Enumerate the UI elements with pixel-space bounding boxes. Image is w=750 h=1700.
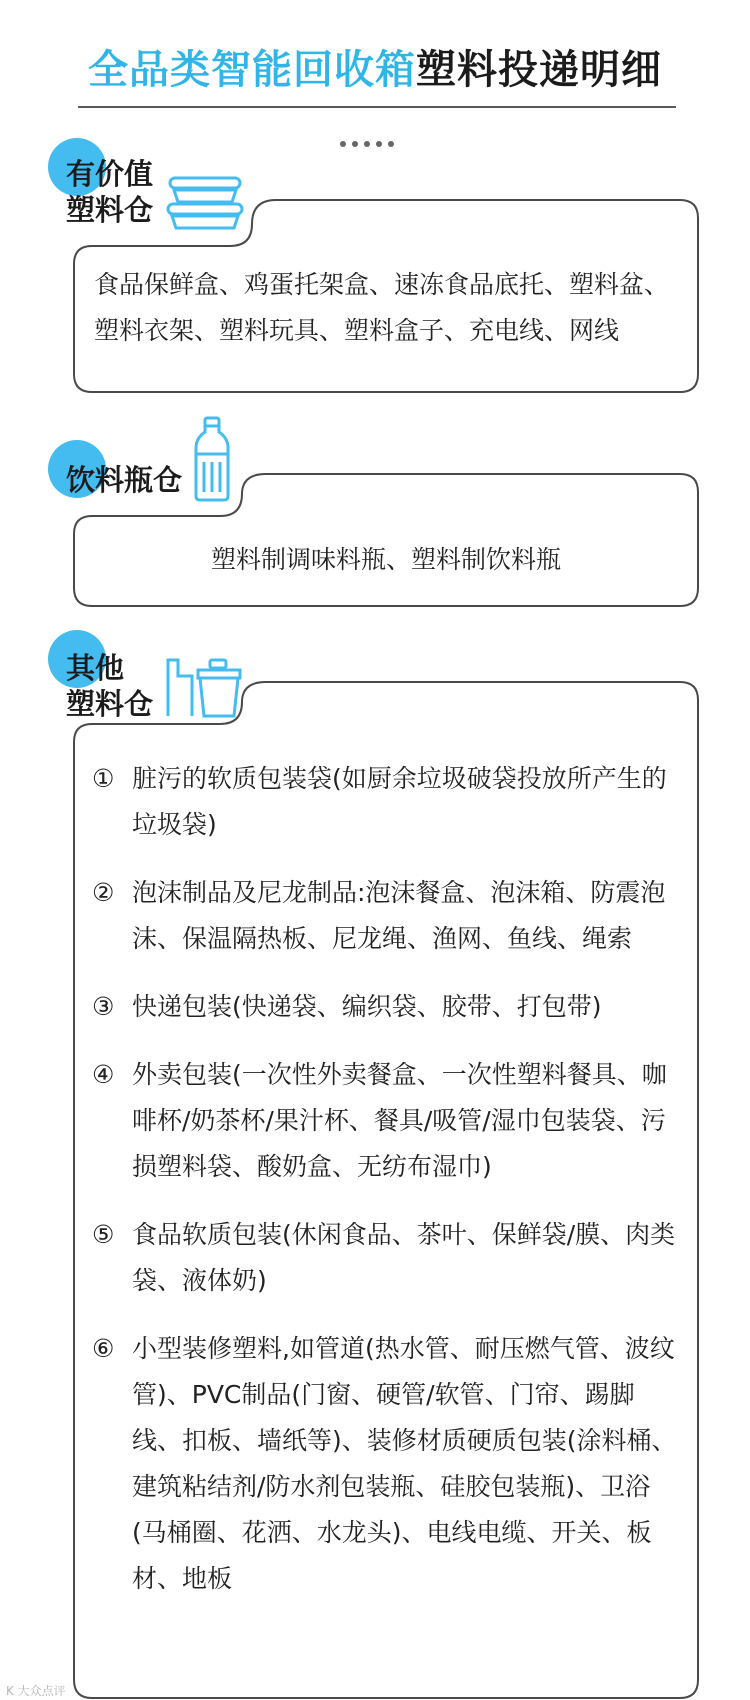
item-number: ①	[92, 764, 115, 793]
item-text: 泡沫制品及尼龙制品:泡沫餐盒、泡沫箱、防震泡沫、保温隔热板、尼龙绳、渔网、鱼线、绳索	[132, 878, 666, 953]
item-text: 食品软质包装(休闲食品、茶叶、保鲜袋/膜、肉类袋、液体奶)	[132, 1220, 676, 1295]
title-rest: 塑料投递明细	[416, 47, 662, 93]
item-number: ⑤	[92, 1220, 115, 1249]
item-text: 脏污的软质包装袋(如厨余垃圾破袋投放所产生的垃圾袋)	[132, 764, 667, 839]
item-text: 快递包装(快递袋、编织袋、胶带、打包带)	[132, 992, 602, 1021]
item-number: ⑥	[92, 1334, 115, 1363]
bag-and-cup-icon	[164, 656, 246, 720]
list-item	[92, 870, 680, 962]
item-text: 外卖包装(一次性外卖餐盒、一次性塑料餐具、咖啡杯/奶茶杯/果汁杯、餐具/吸管/湿巾包装袋、污损塑料袋、酸奶盒、无纺布湿巾)	[132, 1060, 667, 1181]
item-number: ③	[92, 992, 115, 1021]
list-item	[92, 756, 680, 848]
section-label-other: 其他 塑料仓	[66, 651, 154, 721]
other-items-list	[92, 756, 680, 1602]
item-text: 小型装修塑料,如管道(热水管、耐压燃气管、波纹管)、PVC制品(门窗、硬管/软管、门帘、踢脚线、扣板、墙纸等)、装修材质硬质包装(涂料桶、建筑粘结剂/防水剂包装瓶、硅胶包装瓶)、卫浴(马桶圈、花洒、水龙头)、电线电缆、开关、板材、地板	[132, 1334, 677, 1593]
section-label-bottle: 饮料瓶仓	[66, 463, 183, 497]
list-item	[92, 984, 680, 1030]
bottle-icon	[192, 416, 232, 502]
list-item	[92, 1212, 680, 1304]
list-item	[92, 1052, 680, 1190]
section-text-valuable: 食品保鲜盒、鸡蛋托架盒、速冻食品底托、塑料盆、塑料衣架、塑料玩具、塑料盒子、充电线、网线	[94, 270, 670, 345]
section-text-bottle: 塑料制调味料瓶、塑料制饮料瓶	[210, 545, 561, 574]
section-label-valuable: 有价值 塑料仓	[66, 157, 154, 227]
title-highlight: 全品类智能回收箱	[88, 47, 416, 93]
item-number: ④	[92, 1060, 115, 1089]
watermark: K 大众点评	[6, 1684, 66, 1698]
list-item	[92, 1326, 680, 1602]
food-container-icon	[164, 172, 246, 234]
item-number: ②	[92, 878, 115, 907]
